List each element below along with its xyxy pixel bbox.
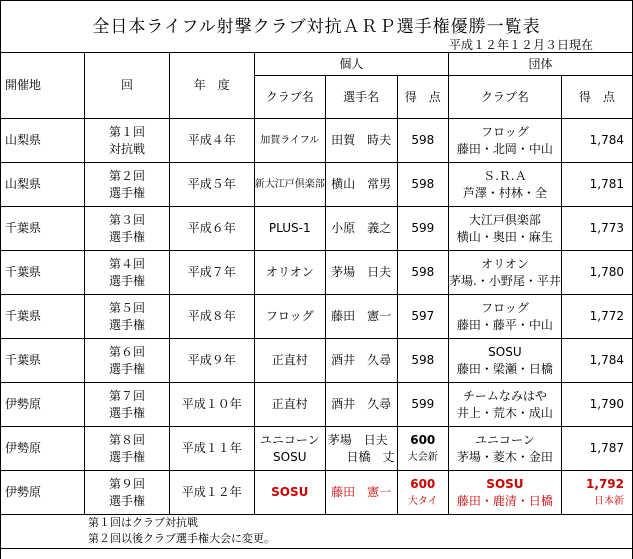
venue-cell: 伊勢原 [1, 427, 85, 471]
team-members: 藤田・藤平・中山 [449, 317, 561, 334]
team-score-note: 日本新 [562, 493, 624, 510]
player-cell: 横山 常男 [325, 163, 397, 207]
player-cell: 酒井 久尋 [325, 339, 397, 383]
team-name: SOSU [449, 344, 561, 361]
page-title: 全日本ライフル射撃クラブ対抗ＡＲＰ選手権優勝一覧表 [0, 12, 633, 37]
club-name-secondary: SOSU [255, 449, 325, 466]
round-type: 選手権 [85, 185, 168, 202]
round-number: 第６回 [85, 344, 168, 361]
table-row [1, 295, 633, 339]
team-name: 大江戸倶楽部 [449, 212, 561, 229]
player-cell: 藤田 憲一 [325, 471, 397, 515]
team-members: 井上・荒木・成山 [449, 405, 561, 422]
year-cell: 平成１０年 [169, 383, 254, 427]
team-score-cell: 1,784 [561, 119, 632, 163]
round-type: 選手権 [85, 273, 168, 290]
team-score-cell: 1,784 [561, 339, 632, 383]
team-score-cell: 1,772 [561, 295, 632, 339]
round-cell [85, 295, 169, 339]
score-cell: 598 [397, 251, 448, 295]
team-score-cell: 1,780 [561, 251, 632, 295]
team-score-value: 1,792 [562, 476, 624, 493]
year-cell: 平成８年 [169, 295, 254, 339]
team-cell [449, 251, 562, 295]
score-value: 600 [398, 432, 448, 449]
footnotes [88, 515, 275, 547]
round-number: 第４回 [85, 256, 168, 273]
round-cell [85, 339, 169, 383]
venue-cell: 千葉県 [1, 295, 85, 339]
table-row [1, 427, 633, 471]
team-members: 藤田・鹿清・日橋 [449, 493, 561, 510]
round-type: 選手権 [85, 493, 168, 510]
team-cell [449, 471, 562, 515]
team-name: Ｓ.Ｒ.Ａ [449, 168, 561, 185]
header-score: 得 点 [397, 76, 448, 119]
score-cell: 597 [397, 295, 448, 339]
venue-cell: 伊勢原 [1, 471, 85, 515]
score-cell: 598 [397, 119, 448, 163]
table-row [1, 383, 633, 427]
player-cell: 藤田 憲一 [325, 295, 397, 339]
score-cell: 599 [397, 207, 448, 251]
group-individual: 個人 [254, 53, 448, 76]
round-type: 選手権 [85, 229, 168, 246]
results-table [0, 52, 633, 559]
score-cell [397, 471, 448, 515]
venue-cell: 伊勢原 [1, 383, 85, 427]
score-cell [397, 427, 448, 471]
team-score-cell: 1,787 [561, 427, 632, 471]
year-cell: 平成１１年 [169, 427, 254, 471]
as-of-date: 平成１２年１２月３日現在 [449, 36, 593, 53]
score-cell: 599 [397, 383, 448, 427]
team-cell [449, 339, 562, 383]
round-number: 第１回 [85, 124, 168, 141]
footnote: 第１回はクラブ対抗戦 [88, 515, 275, 531]
player-cell: 酒井 久尋 [325, 383, 397, 427]
round-number: 第２回 [85, 168, 168, 185]
team-name: フロッグ [449, 124, 561, 141]
team-members: 茅場.・小野尾・平井 [449, 273, 561, 290]
header-round: 回 [85, 53, 169, 119]
team-cell [449, 207, 562, 251]
venue-cell: 千葉県 [1, 339, 85, 383]
round-type: 選手権 [85, 405, 168, 422]
header-player: 選手名 [325, 76, 397, 119]
club-cell: PLUS-1 [254, 207, 325, 251]
club-cell: 加賀ライフル [254, 119, 325, 163]
team-score-cell: 1,781 [561, 163, 632, 207]
score-cell: 598 [397, 339, 448, 383]
round-cell [85, 383, 169, 427]
club-cell: オリオン [254, 251, 325, 295]
table-row [1, 119, 633, 163]
team-cell [449, 119, 562, 163]
club-cell: フロッグ [254, 295, 325, 339]
venue-cell: 千葉県 [1, 251, 85, 295]
venue-cell: 山梨県 [1, 119, 85, 163]
club-cell [254, 427, 325, 471]
team-cell [449, 295, 562, 339]
team-cell [449, 427, 562, 471]
team-name: フロッグ [449, 300, 561, 317]
year-cell: 平成１２年 [169, 471, 254, 515]
player-cell [325, 427, 397, 471]
round-type: 選手権 [85, 361, 168, 378]
player-name: 茅場 日夫 [326, 432, 397, 449]
team-cell [449, 383, 562, 427]
round-cell [85, 251, 169, 295]
team-name: ユニコーン [449, 432, 561, 449]
team-members: 芦澤・村林・全 [449, 185, 561, 202]
player-cell: 茅場 日夫 [325, 251, 397, 295]
club-cell: SOSU [254, 471, 325, 515]
header-year: 年 度 [169, 53, 254, 119]
round-cell [85, 119, 169, 163]
header-team-score: 得 点 [561, 76, 632, 119]
year-cell: 平成５年 [169, 163, 254, 207]
team-score-cell [561, 471, 632, 515]
round-number: 第７回 [85, 388, 168, 405]
round-type: 選手権 [85, 317, 168, 334]
team-members: 藤田・北岡・中山 [449, 141, 561, 158]
club-cell: 新大江戸倶楽部 [254, 163, 325, 207]
team-members: 横山・奥田・麻生 [449, 229, 561, 246]
player-cell: 小原 義之 [325, 207, 397, 251]
header-venue: 開催地 [1, 53, 85, 119]
score-cell: 598 [397, 163, 448, 207]
venue-cell: 千葉県 [1, 207, 85, 251]
table-row [1, 163, 633, 207]
round-type: 対抗戦 [85, 141, 168, 158]
round-type: 選手権 [85, 449, 168, 466]
table-row [1, 471, 633, 515]
round-number: 第９回 [85, 476, 168, 493]
header-club: クラブ名 [254, 76, 325, 119]
header-team-club: クラブ名 [449, 76, 562, 119]
team-members: 藤田・梁瀬・日橋 [449, 361, 561, 378]
footnote: 第２回以後クラブ選手権大会に変更。 [88, 531, 275, 547]
year-cell: 平成７年 [169, 251, 254, 295]
round-number: 第５回 [85, 300, 168, 317]
round-cell [85, 427, 169, 471]
venue-cell: 山梨県 [1, 163, 85, 207]
score-note: 大会新 [398, 449, 448, 466]
team-name: オリオン [449, 256, 561, 273]
round-number: 第３回 [85, 212, 168, 229]
player-name-secondary: 日橋 丈 [326, 449, 397, 466]
year-cell: 平成９年 [169, 339, 254, 383]
year-cell: 平成６年 [169, 207, 254, 251]
team-members: 茅場・菱木・金田 [449, 449, 561, 466]
round-number: 第８回 [85, 432, 168, 449]
round-cell [85, 471, 169, 515]
table-row [1, 207, 633, 251]
team-score-cell: 1,773 [561, 207, 632, 251]
club-cell: 正直村 [254, 339, 325, 383]
team-cell [449, 163, 562, 207]
group-team: 団体 [449, 53, 633, 76]
table-row [1, 339, 633, 383]
club-cell: 正直村 [254, 383, 325, 427]
team-score-cell: 1,790 [561, 383, 632, 427]
round-cell [85, 163, 169, 207]
player-cell: 田賀 時夫 [325, 119, 397, 163]
team-name: SOSU [449, 476, 561, 493]
table-row [1, 251, 633, 295]
round-cell [85, 207, 169, 251]
score-value: 600 [398, 476, 448, 493]
score-note: 大タイ [398, 493, 448, 510]
year-cell: 平成４年 [169, 119, 254, 163]
club-name: ユニコーン [255, 432, 325, 449]
group-header-row [1, 53, 633, 76]
team-name: チームなみはや [449, 388, 561, 405]
